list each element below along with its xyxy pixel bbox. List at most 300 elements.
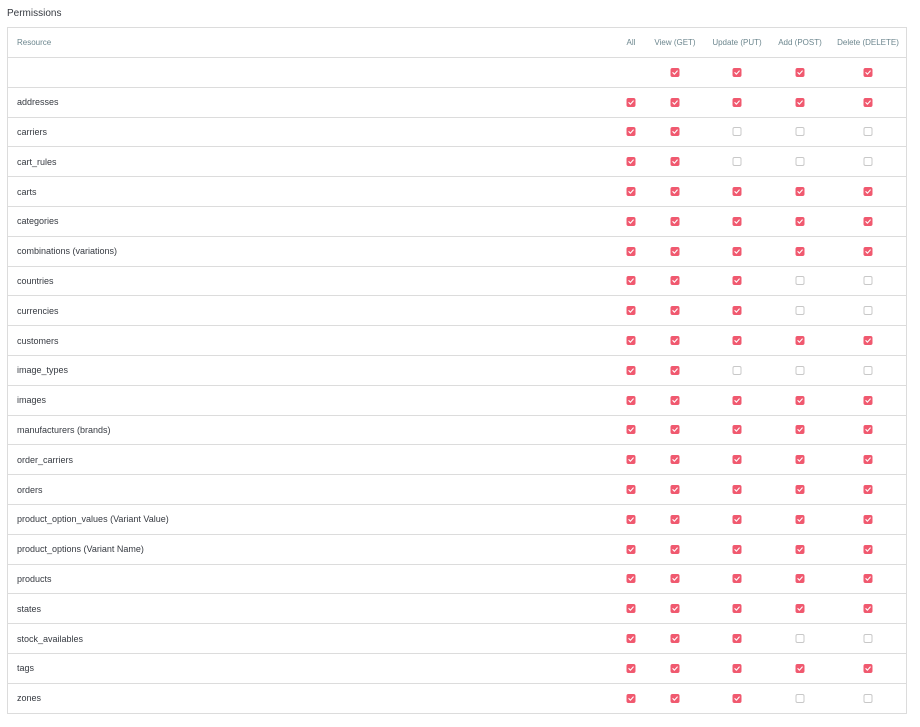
checkmark-icon [734, 337, 741, 344]
resource-name: addresses [17, 97, 59, 108]
all-cell [627, 445, 636, 474]
checkmark-icon [797, 546, 804, 553]
checkmark-icon [672, 575, 679, 582]
add-cell [796, 177, 805, 206]
all-checkbox[interactable] [627, 515, 636, 524]
add-checkbox[interactable] [796, 98, 805, 107]
add-checkbox[interactable] [796, 276, 805, 285]
update-cell [733, 445, 742, 474]
checkmark-icon [865, 546, 872, 553]
checkmark-icon [628, 367, 635, 374]
add-checkbox[interactable] [796, 187, 805, 196]
add-cell [796, 386, 805, 415]
checkmark-icon [865, 248, 872, 255]
resource-name: currencies [17, 305, 59, 316]
view-checkbox[interactable] [671, 485, 680, 494]
view-checkbox[interactable] [671, 425, 680, 434]
add-checkbox[interactable] [796, 455, 805, 464]
all-cell [627, 505, 636, 534]
table-row [8, 385, 906, 415]
delete-checkbox[interactable] [864, 604, 873, 613]
add-checkbox[interactable] [796, 485, 805, 494]
update-cell [733, 118, 742, 147]
table-row [8, 564, 906, 594]
checkmark-icon [734, 695, 741, 702]
view-cell [671, 177, 680, 206]
checkmark-icon [628, 635, 635, 642]
table-row [8, 415, 906, 445]
view-cell [671, 237, 680, 266]
update-checkbox[interactable] [733, 545, 742, 554]
resource-name: image_types [17, 365, 69, 376]
toggle-all-row [8, 57, 906, 87]
checkmark-icon [734, 277, 741, 284]
resource-name: combinations (variations) [17, 246, 118, 257]
checkmark-icon [628, 307, 635, 314]
checkmark-icon [628, 426, 635, 433]
view-checkbox[interactable] [671, 366, 680, 375]
delete-checkbox[interactable] [864, 157, 873, 166]
add-cell [796, 684, 805, 713]
delete-checkbox[interactable] [864, 306, 873, 315]
all-cell [627, 684, 636, 713]
checkmark-icon [672, 456, 679, 463]
update-checkbox[interactable] [733, 366, 742, 375]
checkmark-icon [672, 516, 679, 523]
update-checkbox[interactable] [733, 574, 742, 583]
all-checkbox[interactable] [627, 127, 636, 136]
all-checkbox[interactable] [627, 664, 636, 673]
checkmark-icon [672, 665, 679, 672]
update-checkbox[interactable] [733, 515, 742, 524]
view-checkbox[interactable] [671, 276, 680, 285]
all-checkbox[interactable] [627, 455, 636, 464]
view-checkbox[interactable] [671, 396, 680, 405]
table-row [8, 266, 906, 296]
all-cell [627, 535, 636, 564]
add-checkbox[interactable] [796, 366, 805, 375]
view-checkbox[interactable] [671, 187, 680, 196]
checkmark-icon [628, 605, 635, 612]
checkmark-icon [865, 575, 872, 582]
update-cell [733, 326, 742, 355]
view-checkbox[interactable] [671, 336, 680, 345]
view-checkbox[interactable] [671, 574, 680, 583]
update-cell [733, 356, 742, 385]
add-cell [796, 594, 805, 623]
all-cell [627, 356, 636, 385]
checkmark-icon [865, 397, 872, 404]
update-cell [733, 237, 742, 266]
resource-name: manufacturers (brands) [17, 424, 111, 435]
view-cell [671, 386, 680, 415]
delete-cell [864, 594, 873, 623]
add-checkbox[interactable] [796, 306, 805, 315]
add-checkbox[interactable] [796, 515, 805, 524]
all-cell [627, 416, 636, 445]
toggle-all-add-checkbox[interactable] [796, 68, 805, 77]
view-cell [671, 267, 680, 296]
update-checkbox[interactable] [733, 98, 742, 107]
table-row [8, 593, 906, 623]
view-cell [671, 535, 680, 564]
view-checkbox[interactable] [671, 217, 680, 226]
update-checkbox[interactable] [733, 336, 742, 345]
resource-name: images [17, 395, 47, 406]
toggle-all-add-cell [796, 58, 805, 87]
delete-cell [864, 296, 873, 325]
add-checkbox[interactable] [796, 247, 805, 256]
toggle-all-update-checkbox[interactable] [733, 68, 742, 77]
view-cell [671, 326, 680, 355]
checkmark-icon [734, 546, 741, 553]
checkmark-icon [734, 69, 741, 76]
header-add: Add (POST) [778, 38, 822, 47]
checkmark-icon [797, 397, 804, 404]
add-cell [796, 624, 805, 653]
checkmark-icon [672, 248, 679, 255]
delete-checkbox[interactable] [864, 694, 873, 703]
checkmark-icon [672, 367, 679, 374]
delete-cell [864, 177, 873, 206]
update-cell [733, 177, 742, 206]
all-checkbox[interactable] [627, 485, 636, 494]
checkmark-icon [672, 426, 679, 433]
checkmark-icon [797, 188, 804, 195]
all-checkbox[interactable] [627, 545, 636, 554]
checkmark-icon [628, 665, 635, 672]
add-checkbox[interactable] [796, 694, 805, 703]
update-checkbox[interactable] [733, 425, 742, 434]
checkmark-icon [797, 248, 804, 255]
update-cell [733, 654, 742, 683]
checkmark-icon [797, 575, 804, 582]
view-cell [671, 147, 680, 176]
checkmark-icon [672, 128, 679, 135]
all-checkbox[interactable] [627, 634, 636, 643]
update-cell [733, 475, 742, 504]
table-row [8, 623, 906, 653]
all-checkbox[interactable] [627, 217, 636, 226]
update-cell [733, 267, 742, 296]
table-row [8, 504, 906, 534]
checkmark-icon [672, 635, 679, 642]
checkmark-icon [734, 248, 741, 255]
table-row [8, 146, 906, 176]
update-checkbox[interactable] [733, 694, 742, 703]
all-cell [627, 386, 636, 415]
checkmark-icon [672, 188, 679, 195]
checkmark-icon [865, 337, 872, 344]
checkmark-icon [672, 397, 679, 404]
all-cell [627, 326, 636, 355]
all-checkbox[interactable] [627, 157, 636, 166]
add-cell [796, 356, 805, 385]
permissions-table [7, 27, 907, 714]
update-checkbox[interactable] [733, 306, 742, 315]
checkmark-icon [628, 486, 635, 493]
table-row [8, 87, 906, 117]
all-cell [627, 475, 636, 504]
add-checkbox[interactable] [796, 157, 805, 166]
checkmark-icon [628, 546, 635, 553]
all-cell [627, 118, 636, 147]
header-all: All [626, 38, 636, 47]
all-cell [627, 147, 636, 176]
delete-checkbox[interactable] [864, 545, 873, 554]
checkmark-icon [628, 188, 635, 195]
all-checkbox[interactable] [627, 306, 636, 315]
checkmark-icon [628, 456, 635, 463]
checkmark-icon [797, 69, 804, 76]
delete-checkbox[interactable] [864, 664, 873, 673]
delete-cell [864, 565, 873, 594]
add-cell [796, 505, 805, 534]
checkmark-icon [865, 516, 872, 523]
checkmark-icon [734, 516, 741, 523]
checkmark-icon [797, 665, 804, 672]
all-checkbox[interactable] [627, 694, 636, 703]
view-checkbox[interactable] [671, 98, 680, 107]
add-cell [796, 118, 805, 147]
delete-cell [864, 386, 873, 415]
all-checkbox[interactable] [627, 366, 636, 375]
checkmark-icon [797, 605, 804, 612]
table-row [8, 444, 906, 474]
checkmark-icon [797, 426, 804, 433]
all-cell [627, 654, 636, 683]
table-row [8, 325, 906, 355]
view-cell [671, 296, 680, 325]
checkmark-icon [734, 605, 741, 612]
update-cell [733, 147, 742, 176]
add-cell [796, 475, 805, 504]
add-cell [796, 237, 805, 266]
add-checkbox[interactable] [796, 336, 805, 345]
checkmark-icon [734, 307, 741, 314]
update-checkbox[interactable] [733, 455, 742, 464]
update-checkbox[interactable] [733, 604, 742, 613]
view-checkbox[interactable] [671, 664, 680, 673]
update-checkbox[interactable] [733, 187, 742, 196]
delete-checkbox[interactable] [864, 485, 873, 494]
all-cell [627, 296, 636, 325]
resource-name: categories [17, 216, 59, 227]
delete-checkbox[interactable] [864, 98, 873, 107]
toggle-all-view-checkbox[interactable] [671, 68, 680, 77]
checkmark-icon [797, 337, 804, 344]
checkmark-icon [797, 486, 804, 493]
all-checkbox[interactable] [627, 98, 636, 107]
view-checkbox[interactable] [671, 604, 680, 613]
header-delete: Delete (DELETE) [837, 38, 899, 47]
delete-checkbox[interactable] [864, 574, 873, 583]
update-checkbox[interactable] [733, 634, 742, 643]
update-cell [733, 386, 742, 415]
add-checkbox[interactable] [796, 664, 805, 673]
toggle-all-delete-cell [864, 58, 873, 87]
add-cell [796, 654, 805, 683]
section-title: Permissions [7, 8, 62, 19]
checkmark-icon [797, 516, 804, 523]
add-cell [796, 147, 805, 176]
view-checkbox[interactable] [671, 634, 680, 643]
checkmark-icon [865, 665, 872, 672]
all-checkbox[interactable] [627, 574, 636, 583]
table-row [8, 653, 906, 683]
update-cell [733, 296, 742, 325]
checkmark-icon [628, 516, 635, 523]
checkmark-icon [865, 486, 872, 493]
add-cell [796, 296, 805, 325]
delete-cell [864, 475, 873, 504]
update-checkbox[interactable] [733, 217, 742, 226]
delete-cell [864, 147, 873, 176]
update-cell [733, 565, 742, 594]
update-checkbox[interactable] [733, 396, 742, 405]
all-cell [627, 177, 636, 206]
resource-name: states [17, 603, 42, 614]
view-checkbox[interactable] [671, 545, 680, 554]
checkmark-icon [797, 218, 804, 225]
add-checkbox[interactable] [796, 634, 805, 643]
delete-checkbox[interactable] [864, 336, 873, 345]
checkmark-icon [628, 99, 635, 106]
delete-checkbox[interactable] [864, 396, 873, 405]
resource-name: zones [17, 693, 42, 704]
update-checkbox[interactable] [733, 664, 742, 673]
add-cell [796, 267, 805, 296]
delete-checkbox[interactable] [864, 634, 873, 643]
view-cell [671, 445, 680, 474]
delete-checkbox[interactable] [864, 455, 873, 464]
update-checkbox[interactable] [733, 276, 742, 285]
delete-cell [864, 445, 873, 474]
checkmark-icon [734, 188, 741, 195]
add-cell [796, 207, 805, 236]
checkmark-icon [672, 158, 679, 165]
add-checkbox[interactable] [796, 127, 805, 136]
all-checkbox[interactable] [627, 396, 636, 405]
checkmark-icon [672, 486, 679, 493]
checkmark-icon [797, 456, 804, 463]
checkmark-icon [865, 605, 872, 612]
table-row [8, 236, 906, 266]
update-checkbox[interactable] [733, 127, 742, 136]
view-checkbox[interactable] [671, 306, 680, 315]
delete-cell [864, 356, 873, 385]
delete-cell [864, 326, 873, 355]
view-cell [671, 416, 680, 445]
delete-cell [864, 88, 873, 117]
resource-name: product_option_values (Variant Value) [17, 514, 169, 525]
all-checkbox[interactable] [627, 336, 636, 345]
view-cell [671, 684, 680, 713]
checkmark-icon [734, 456, 741, 463]
view-checkbox[interactable] [671, 515, 680, 524]
all-checkbox[interactable] [627, 425, 636, 434]
add-cell [796, 88, 805, 117]
delete-checkbox[interactable] [864, 276, 873, 285]
all-cell [627, 237, 636, 266]
delete-checkbox[interactable] [864, 425, 873, 434]
delete-cell [864, 624, 873, 653]
resource-name: products [17, 573, 52, 584]
table-row [8, 683, 906, 713]
view-cell [671, 207, 680, 236]
delete-cell [864, 654, 873, 683]
resource-name: order_carriers [17, 454, 74, 465]
delete-checkbox[interactable] [864, 366, 873, 375]
resource-name: carriers [17, 126, 48, 137]
all-cell [627, 267, 636, 296]
view-cell [671, 356, 680, 385]
toggle-all-delete-checkbox[interactable] [864, 68, 873, 77]
delete-checkbox[interactable] [864, 127, 873, 136]
checkmark-icon [865, 456, 872, 463]
view-checkbox[interactable] [671, 455, 680, 464]
update-checkbox[interactable] [733, 157, 742, 166]
checkmark-icon [734, 575, 741, 582]
view-checkbox[interactable] [671, 127, 680, 136]
add-checkbox[interactable] [796, 604, 805, 613]
delete-checkbox[interactable] [864, 217, 873, 226]
add-checkbox[interactable] [796, 425, 805, 434]
add-cell [796, 535, 805, 564]
view-checkbox[interactable] [671, 694, 680, 703]
checkmark-icon [734, 665, 741, 672]
all-cell [627, 88, 636, 117]
all-cell [627, 594, 636, 623]
checkmark-icon [628, 695, 635, 702]
all-cell [627, 565, 636, 594]
table-row [8, 176, 906, 206]
delete-cell [864, 416, 873, 445]
delete-cell [864, 684, 873, 713]
all-checkbox[interactable] [627, 187, 636, 196]
add-checkbox[interactable] [796, 574, 805, 583]
update-cell [733, 684, 742, 713]
add-checkbox[interactable] [796, 396, 805, 405]
view-checkbox[interactable] [671, 247, 680, 256]
update-checkbox[interactable] [733, 247, 742, 256]
view-checkbox[interactable] [671, 157, 680, 166]
checkmark-icon [865, 99, 872, 106]
resource-rows [8, 87, 906, 713]
checkmark-icon [672, 277, 679, 284]
resource-name: stock_availables [17, 633, 84, 644]
checkmark-icon [628, 158, 635, 165]
view-cell [671, 475, 680, 504]
add-cell [796, 326, 805, 355]
all-checkbox[interactable] [627, 604, 636, 613]
checkmark-icon [672, 695, 679, 702]
add-checkbox[interactable] [796, 545, 805, 554]
update-checkbox[interactable] [733, 485, 742, 494]
add-checkbox[interactable] [796, 217, 805, 226]
add-cell [796, 445, 805, 474]
table-row [8, 534, 906, 564]
delete-checkbox[interactable] [864, 515, 873, 524]
all-checkbox[interactable] [627, 276, 636, 285]
update-cell [733, 207, 742, 236]
delete-checkbox[interactable] [864, 247, 873, 256]
all-checkbox[interactable] [627, 247, 636, 256]
view-cell [671, 654, 680, 683]
checkmark-icon [628, 575, 635, 582]
delete-checkbox[interactable] [864, 187, 873, 196]
update-cell [733, 594, 742, 623]
